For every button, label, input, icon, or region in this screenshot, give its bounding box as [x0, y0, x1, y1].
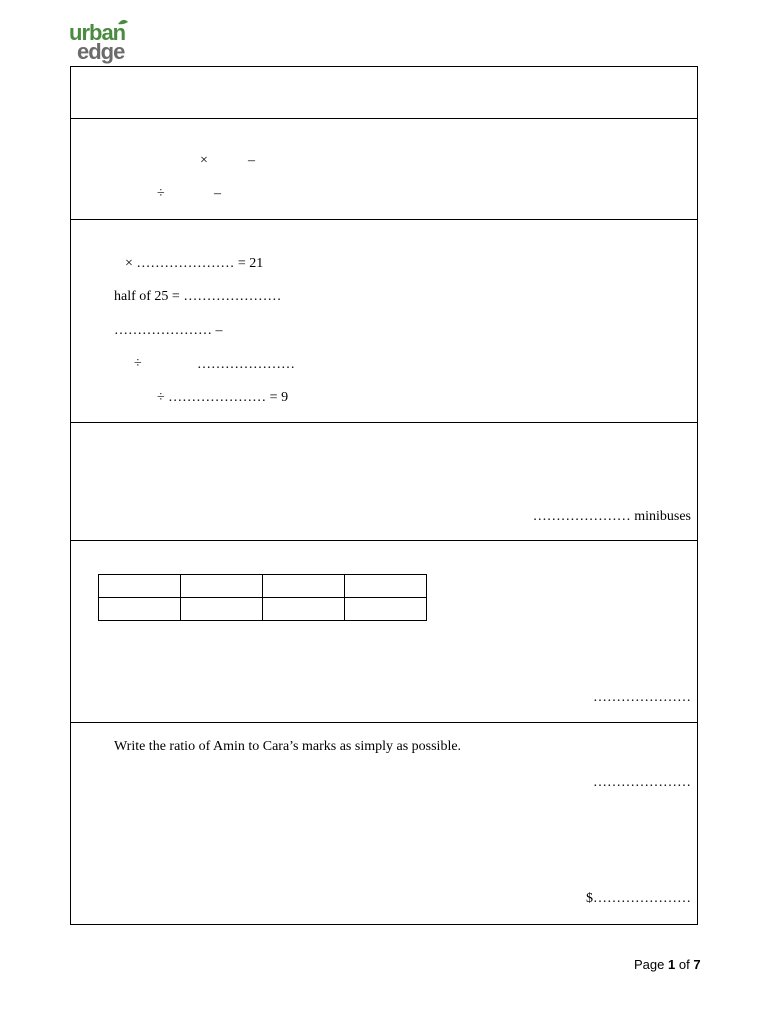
minibuses-answer-line[interactable]: ………………… minibuses [532, 509, 691, 524]
question-4-box [71, 423, 697, 541]
table-cell[interactable] [263, 598, 345, 621]
page-label: Page [634, 957, 665, 972]
answer-line[interactable]: ………………… [593, 690, 691, 705]
equation-line-3: ………………… – [114, 323, 223, 338]
table-row [99, 575, 427, 598]
dollar-answer-line[interactable]: $………………… [586, 891, 691, 906]
ratio-question-prompt: Write the ratio of Amin to Cara’s marks as simply as possible. [114, 739, 462, 754]
answer-table [98, 574, 427, 621]
table-cell[interactable] [345, 575, 427, 598]
worksheet-frame [70, 66, 698, 925]
divide-sign: ÷ [157, 186, 165, 201]
table-row [99, 598, 427, 621]
table-cell[interactable] [181, 598, 263, 621]
times-sign: × [200, 153, 208, 168]
table-cell[interactable] [99, 575, 181, 598]
page-number [634, 957, 701, 972]
table-cell[interactable] [181, 575, 263, 598]
question-1-box [71, 67, 697, 119]
question-5-box [71, 541, 697, 723]
equation-line-1: × ………………… = 21 [125, 256, 264, 271]
answer-blank[interactable]: ………………… [197, 357, 295, 372]
minus-sign: – [214, 186, 221, 201]
equation-line-2: half of 25 = ………………… [114, 289, 282, 304]
question-6-box [71, 723, 697, 924]
logo-word-urban: urban [69, 20, 126, 45]
ratio-answer-line[interactable]: ………………… [593, 775, 691, 790]
question-2-box [71, 119, 697, 220]
minus-sign: – [248, 153, 255, 168]
divide-sign: ÷ [134, 356, 142, 371]
logo-word-edge: edge [77, 39, 125, 64]
table-cell[interactable] [99, 598, 181, 621]
table-cell[interactable] [263, 575, 345, 598]
urban-edge-logo [69, 22, 143, 66]
current-page: 1 [668, 957, 676, 972]
total-pages: 7 [693, 957, 701, 972]
question-3-box [71, 220, 697, 423]
of-label: of [678, 957, 690, 972]
equation-line-5: ÷ ………………… = 9 [157, 390, 289, 405]
table-cell[interactable] [345, 598, 427, 621]
